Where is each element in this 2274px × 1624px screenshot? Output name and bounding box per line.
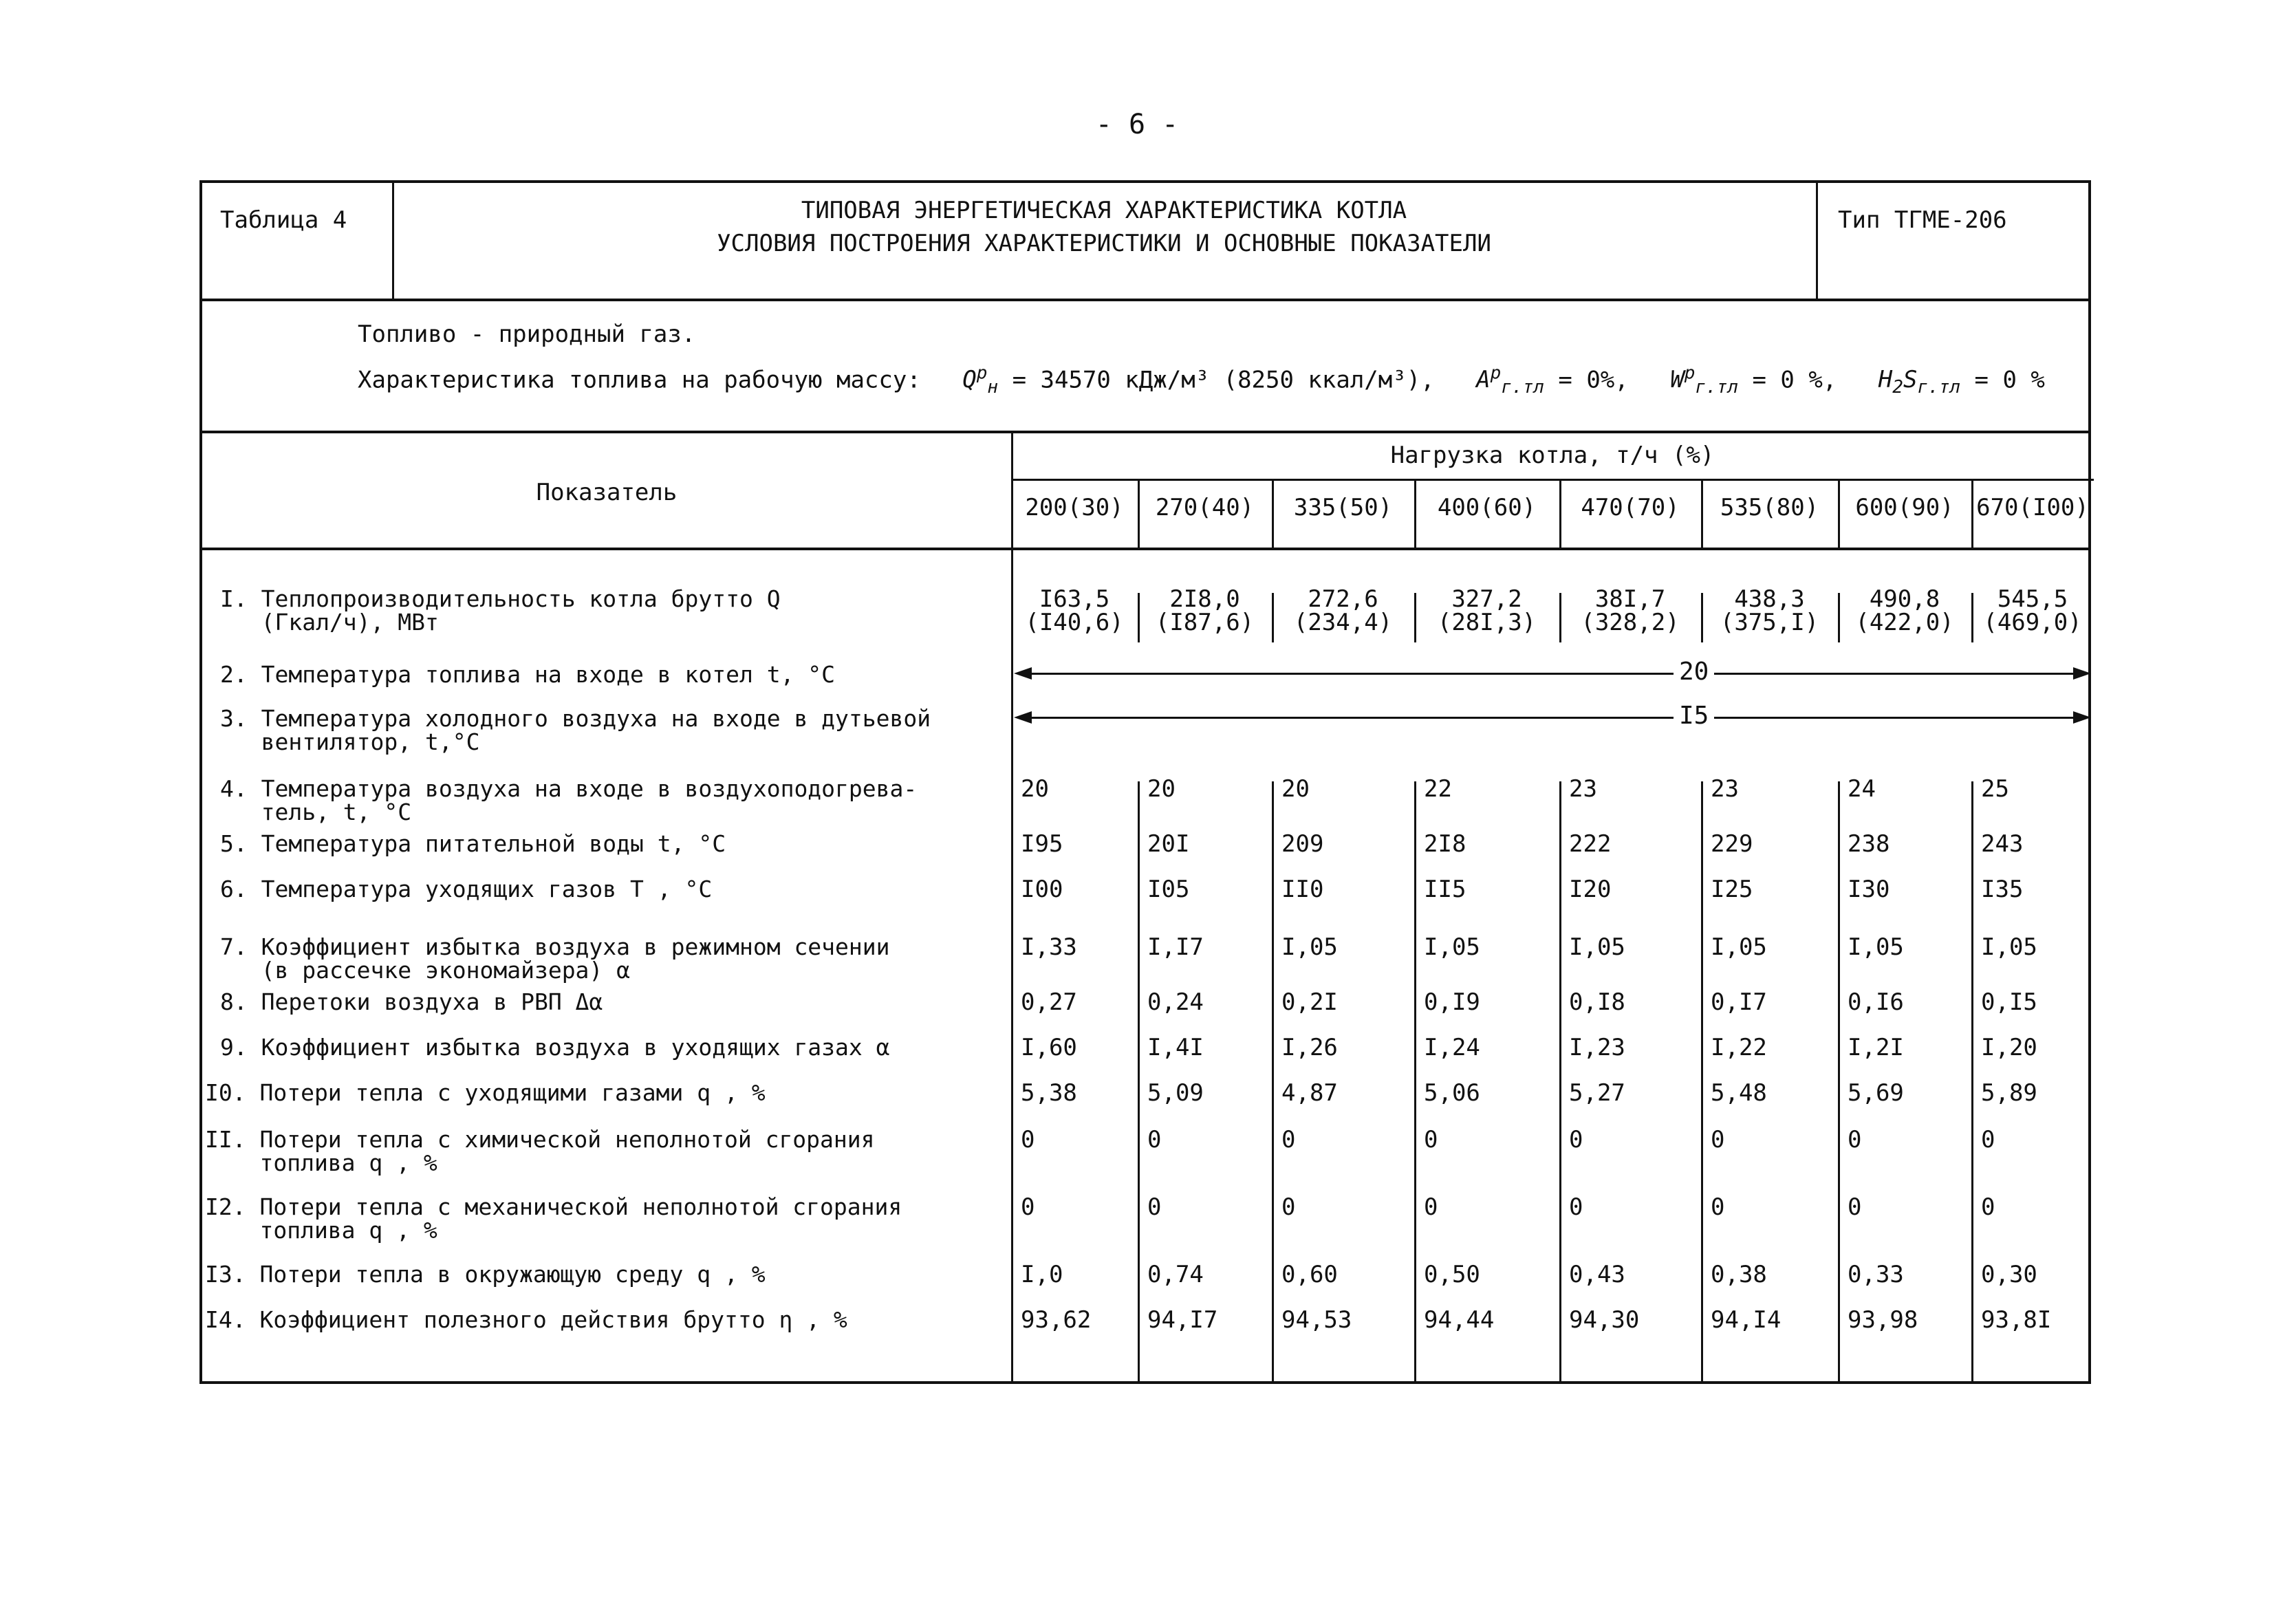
value-cell: 5,89 — [1981, 1079, 2037, 1107]
column-separator — [1701, 593, 1703, 642]
indicator-label: 4. Температура воздуха на входе в воздухоподогрева- тель, t, °С — [220, 775, 918, 825]
indicator-column-divider — [1011, 431, 1013, 1384]
value-cell: 25 — [1981, 775, 2009, 803]
a-value: = 0%, — [1558, 366, 1629, 394]
value-cell: I,05 — [1981, 933, 2037, 961]
column-separator — [1272, 593, 1274, 642]
value-cell: 5,27 — [1569, 1079, 1625, 1107]
table-caption — [392, 197, 1816, 257]
value-cell: 0,24 — [1147, 988, 1204, 1016]
value-cell: 0,74 — [1147, 1261, 1204, 1288]
value-cell: 229 — [1711, 830, 1753, 858]
value-cell: 0,I9 — [1424, 988, 1480, 1016]
value-cell: 545,5 (469,0) — [1983, 585, 2082, 636]
column-separator — [1272, 781, 1274, 1384]
value-cell: 0,I8 — [1569, 988, 1625, 1016]
value-cell: I35 — [1981, 876, 2024, 903]
indicator-label: 3. Температура холодного воздуха на входе в дутьевой вентилятор, t,°С — [220, 705, 931, 755]
value-cell: I,05 — [1281, 933, 1338, 961]
column-header-line — [1838, 479, 1840, 548]
indicator-label: I0. Потери тепла с уходящими газами q , % — [205, 1079, 766, 1106]
value-cell: 327,2 (28I,3) — [1437, 585, 1537, 636]
value-cell: 38I,7 (328,2) — [1581, 585, 1680, 636]
value-cell: 23 — [1569, 775, 1597, 803]
value-cell: 0 — [1147, 1126, 1162, 1154]
value-cell: I,22 — [1711, 1034, 1767, 1061]
load-column-header: 200(30) — [1025, 494, 1124, 521]
load-header: Нагрузка котла, т/ч (%) — [1390, 442, 1715, 469]
page-number: - 6 - — [1095, 109, 1179, 140]
value-cell: 0,I7 — [1711, 988, 1767, 1016]
value-cell: I,24 — [1424, 1034, 1480, 1061]
value-cell: 24 — [1848, 775, 1876, 803]
load-column-header: 470(70) — [1581, 494, 1680, 521]
value-cell: 20 — [1281, 775, 1310, 803]
value-cell: I,26 — [1281, 1034, 1338, 1061]
load-column-header: 535(80) — [1720, 494, 1819, 521]
value-cell: I,20 — [1981, 1034, 2037, 1061]
value-cell: 94,53 — [1281, 1306, 1352, 1334]
value-cell: I,2I — [1848, 1034, 1904, 1061]
indicator-label: 5. Температура питательной воды t, °С — [220, 830, 726, 857]
value-cell: I,60 — [1021, 1034, 1077, 1061]
value-cell: 0 — [1424, 1126, 1438, 1154]
value-cell: 0 — [1711, 1193, 1725, 1221]
value-cell: 93,98 — [1848, 1306, 1918, 1334]
value-cell: 2I8 — [1424, 830, 1466, 858]
value-cell: 94,I4 — [1711, 1306, 1782, 1334]
column-separator — [1414, 593, 1416, 642]
load-column-header: 600(90) — [1855, 494, 1954, 521]
value-cell: 0 — [1848, 1193, 1862, 1221]
value-cell: I00 — [1021, 876, 1063, 903]
value-cell: 0 — [1021, 1126, 1035, 1154]
value-cell: 20 — [1147, 775, 1176, 803]
header-vline-right — [1816, 183, 1818, 299]
h2s-value: = 0 % — [1974, 366, 2045, 394]
value-cell: 0,2I — [1281, 988, 1338, 1016]
value-cell: 272,6 (234,4) — [1293, 585, 1393, 636]
indicator-label: I4. Коэффициент полезного действия брутто η , % — [205, 1306, 847, 1333]
table-label: Таблица 4 — [220, 206, 347, 234]
value-cell: 0 — [1981, 1193, 1995, 1221]
column-header-line — [1272, 479, 1274, 548]
indicator-label: I. Теплопроизводительность котла брутто Q (Гкал/ч), МВт — [220, 585, 781, 636]
value-cell: 0,50 — [1424, 1261, 1480, 1288]
arrow-right-icon — [2073, 667, 2091, 680]
value-cell: II0 — [1281, 876, 1324, 903]
value-cell: 93,8I — [1981, 1306, 2052, 1334]
load-column-header: 335(50) — [1293, 494, 1393, 521]
value-cell: I95 — [1021, 830, 1063, 858]
value-cell: 490,8 (422,0) — [1855, 585, 1954, 636]
characteristic-table — [199, 180, 2091, 1384]
h2s-symbol: $H_2S_{г.тл}$ — [1878, 366, 1961, 398]
indicator-label: 8. Перетоки воздуха в РВП Δα — [220, 988, 603, 1015]
column-separator — [1559, 593, 1561, 642]
column-separator — [1559, 781, 1561, 1384]
value-cell: 0,I6 — [1848, 988, 1904, 1016]
value-cell: 5,69 — [1848, 1079, 1904, 1107]
value-cell: 238 — [1848, 830, 1890, 858]
column-header-line — [1138, 479, 1140, 548]
load-column-header: 400(60) — [1437, 494, 1537, 521]
indicator-header: Показатель — [536, 479, 678, 506]
value-cell: 94,44 — [1424, 1306, 1495, 1334]
indicator-label: I3. Потери тепла в окружающую среду q , % — [205, 1261, 766, 1288]
value-cell: 0 — [1281, 1126, 1296, 1154]
value-cell: 23 — [1711, 775, 1739, 803]
value-cell: 94,I7 — [1147, 1306, 1218, 1334]
value-cell: 20 — [1021, 775, 1049, 803]
value-cell: 0 — [1569, 1193, 1583, 1221]
value-cell: II5 — [1424, 876, 1466, 903]
header-divider — [202, 299, 2088, 301]
boiler-type: Тип ТГМЕ-206 — [1838, 206, 2007, 234]
arrow-left-icon — [1014, 667, 1032, 680]
value-cell: 0,I5 — [1981, 988, 2037, 1016]
value-cell: I30 — [1848, 876, 1890, 903]
value-cell: I,05 — [1569, 933, 1625, 961]
value-cell: I,0 — [1021, 1261, 1063, 1288]
arrow-left-icon — [1014, 711, 1032, 724]
value-cell: 5,06 — [1424, 1079, 1480, 1107]
value-cell: I,33 — [1021, 933, 1077, 961]
value-cell: 0,30 — [1981, 1261, 2037, 1288]
column-separator — [1138, 593, 1140, 642]
value-cell: 0 — [1021, 1193, 1035, 1221]
value-cell: 209 — [1281, 830, 1324, 858]
value-cell: I05 — [1147, 876, 1190, 903]
indicator-label: 2. Температура топлива на входе в котел t, °С — [220, 661, 836, 688]
value-cell: 5,38 — [1021, 1079, 1077, 1107]
value-cell: 5,48 — [1711, 1079, 1767, 1107]
span-value: I5 — [1674, 702, 1714, 730]
value-cell: 222 — [1569, 830, 1612, 858]
fuel-divider — [202, 431, 2088, 433]
value-cell: 2I8,0 (I87,6) — [1155, 585, 1255, 636]
load-column-header: 670(I00) — [1976, 494, 2089, 521]
span-arrow-line — [1025, 673, 2080, 675]
indicator-label: I2. Потери тепла с механической неполнотой сгорания топлива q , % — [205, 1193, 902, 1244]
indicator-label: 6. Температура уходящих газов T , °С — [220, 876, 713, 902]
value-cell: 0 — [1569, 1126, 1583, 1154]
value-cell: 0 — [1281, 1193, 1296, 1221]
w-value: = 0 %, — [1752, 366, 1837, 394]
value-cell: 0,43 — [1569, 1261, 1625, 1288]
value-cell: 0 — [1424, 1193, 1438, 1221]
column-separator — [1838, 593, 1840, 642]
column-separator — [1701, 781, 1703, 1384]
span-arrow-line — [1025, 717, 2080, 719]
load-header-divider — [1011, 479, 2094, 481]
column-header-line — [1559, 479, 1561, 548]
value-cell: 5,09 — [1147, 1079, 1204, 1107]
value-cell: I63,5 (I40,6) — [1025, 585, 1124, 636]
value-cell: 93,62 — [1021, 1306, 1092, 1334]
value-cell: I,05 — [1711, 933, 1767, 961]
column-separator — [1414, 781, 1416, 1384]
column-header-line — [1701, 479, 1703, 548]
indicator-label: II. Потери тепла с химической неполнотой сгорания топлива q , % — [205, 1126, 875, 1176]
value-cell: 0 — [1711, 1126, 1725, 1154]
value-cell: 22 — [1424, 775, 1452, 803]
fuel-params-label: Характеристика топлива на рабочую массу: — [358, 366, 921, 394]
value-cell: I,I7 — [1147, 933, 1204, 961]
caption-line-1: ТИПОВАЯ ЭНЕРГЕТИЧЕСКАЯ ХАРАКТЕРИСТИКА КОТЛА — [801, 197, 1407, 224]
column-header-divider — [202, 548, 2088, 550]
indicator-label: 7. Коэффициент избытка воздуха в режимном сечении (в рассечке экономайзера) α — [220, 933, 890, 984]
a-symbol: $A^р_{г.тл}$ — [1476, 363, 1544, 398]
value-cell: 94,30 — [1569, 1306, 1640, 1334]
value-cell: 0,33 — [1848, 1261, 1904, 1288]
value-cell: 243 — [1981, 830, 2024, 858]
value-cell: I,23 — [1569, 1034, 1625, 1061]
value-cell: I,05 — [1848, 933, 1904, 961]
arrow-right-icon — [2073, 711, 2091, 724]
column-header-line — [1414, 479, 1416, 548]
value-cell: 438,3 (375,I) — [1720, 585, 1819, 636]
span-value: 20 — [1674, 658, 1714, 686]
q-value: = 34570 кДж/м³ (8250 ккал/м³), — [1012, 366, 1435, 394]
value-cell: I,05 — [1424, 933, 1480, 961]
fuel-line-1: Топливо - природный газ. — [358, 321, 696, 348]
indicator-label: 9. Коэффициент избытка воздуха в уходящих газах α — [220, 1034, 890, 1061]
q-symbol: $Q^р_н$ — [962, 363, 999, 398]
column-separator — [1138, 781, 1140, 1384]
value-cell: 0,60 — [1281, 1261, 1338, 1288]
column-separator — [1838, 781, 1840, 1384]
load-column-header: 270(40) — [1155, 494, 1255, 521]
value-cell: 0 — [1848, 1126, 1862, 1154]
value-cell: 0 — [1981, 1126, 1995, 1154]
value-cell: I25 — [1711, 876, 1753, 903]
caption-line-2: УСЛОВИЯ ПОСТРОЕНИЯ ХАРАКТЕРИСТИКИ И ОСНОВНЫЕ ПОКАЗАТЕЛИ — [717, 230, 1491, 257]
value-cell: I20 — [1569, 876, 1612, 903]
column-separator — [1971, 781, 1973, 1384]
w-symbol: $W^р_{г.тл}$ — [1670, 363, 1738, 398]
value-cell: 0 — [1147, 1193, 1162, 1221]
value-cell: 0,38 — [1711, 1261, 1767, 1288]
value-cell: 4,87 — [1281, 1079, 1338, 1107]
value-cell: 0,27 — [1021, 988, 1077, 1016]
column-separator — [1971, 593, 1973, 642]
value-cell: I,4I — [1147, 1034, 1204, 1061]
fuel-params — [358, 363, 2045, 398]
value-cell: 20I — [1147, 830, 1190, 858]
column-header-line — [1971, 479, 1973, 548]
